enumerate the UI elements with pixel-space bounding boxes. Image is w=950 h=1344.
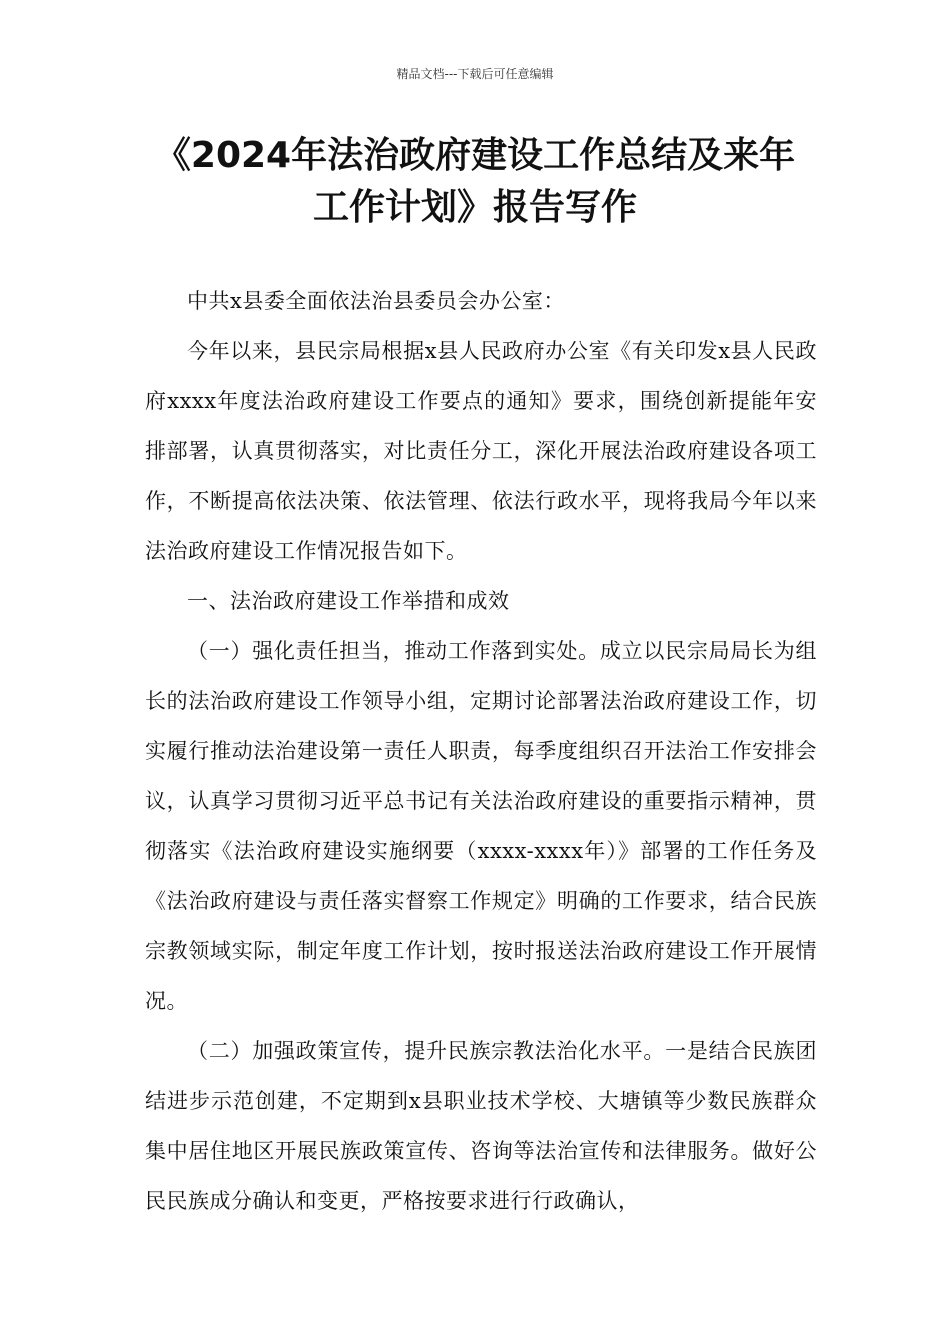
section-heading: 一、法治政府建设工作举措和成效 <box>187 589 510 613</box>
item-one-paragraph: （一）强化责任担当，推动工作落到实处。成立以民宗局局长为组长的法治政府建设工作领导小组，定期讨论部署法治政府建设工作，切实履行推动法治建设第一责任人职责，每季度组织召开法治工作安排会议，认真学习贯彻习近平总书记有关法治政府建设的重要指示精神，贯彻落实《法治政府建设实施纲要（xxxx-xxxx年）》部署的工作任务及《法治政府建设与责任落实督察工作规定》明确的工作要求，结合民族宗教领域实际，制定年度工作计划，按时报送法治政府建设工作开展情况。 <box>145 639 817 1013</box>
item-two-paragraph: （二）加强政策宣传，提升民族宗教法治化水平。一是结合民族团结进步示范创建，不定期到x县职业技术学校、大塘镇等少数民族群众集中居住地区开展民族政策宣传、咨询等法治宣传和法律服务。做好公民民族成分确认和变更，严格按要求进行行政确认， <box>145 1039 817 1213</box>
document-title <box>100 130 850 234</box>
header-watermark: 精品文档---下载后可任意编辑 <box>396 67 554 81</box>
salutation: 中共x县委全面依法治县委员会办公室： <box>187 289 565 313</box>
document-body <box>145 276 817 1226</box>
title-line-2: 工作计划》报告写作 <box>312 187 637 228</box>
title-line-1: 《2024年法治政府建设工作总结及来年 <box>154 135 796 176</box>
intro-paragraph: 今年以来，县民宗局根据x县人民政府办公室《有关印发x县人民政府xxxx年度法治政府建设工作要点的通知》要求，围绕创新提能年安排部署，认真贯彻落实，对比责任分工，深化开展法治政府建设各项工作，不断提高依法决策、依法管理、依法行政水平，现将我局今年以来法治政府建设工作情况报告如下。 <box>145 339 817 563</box>
